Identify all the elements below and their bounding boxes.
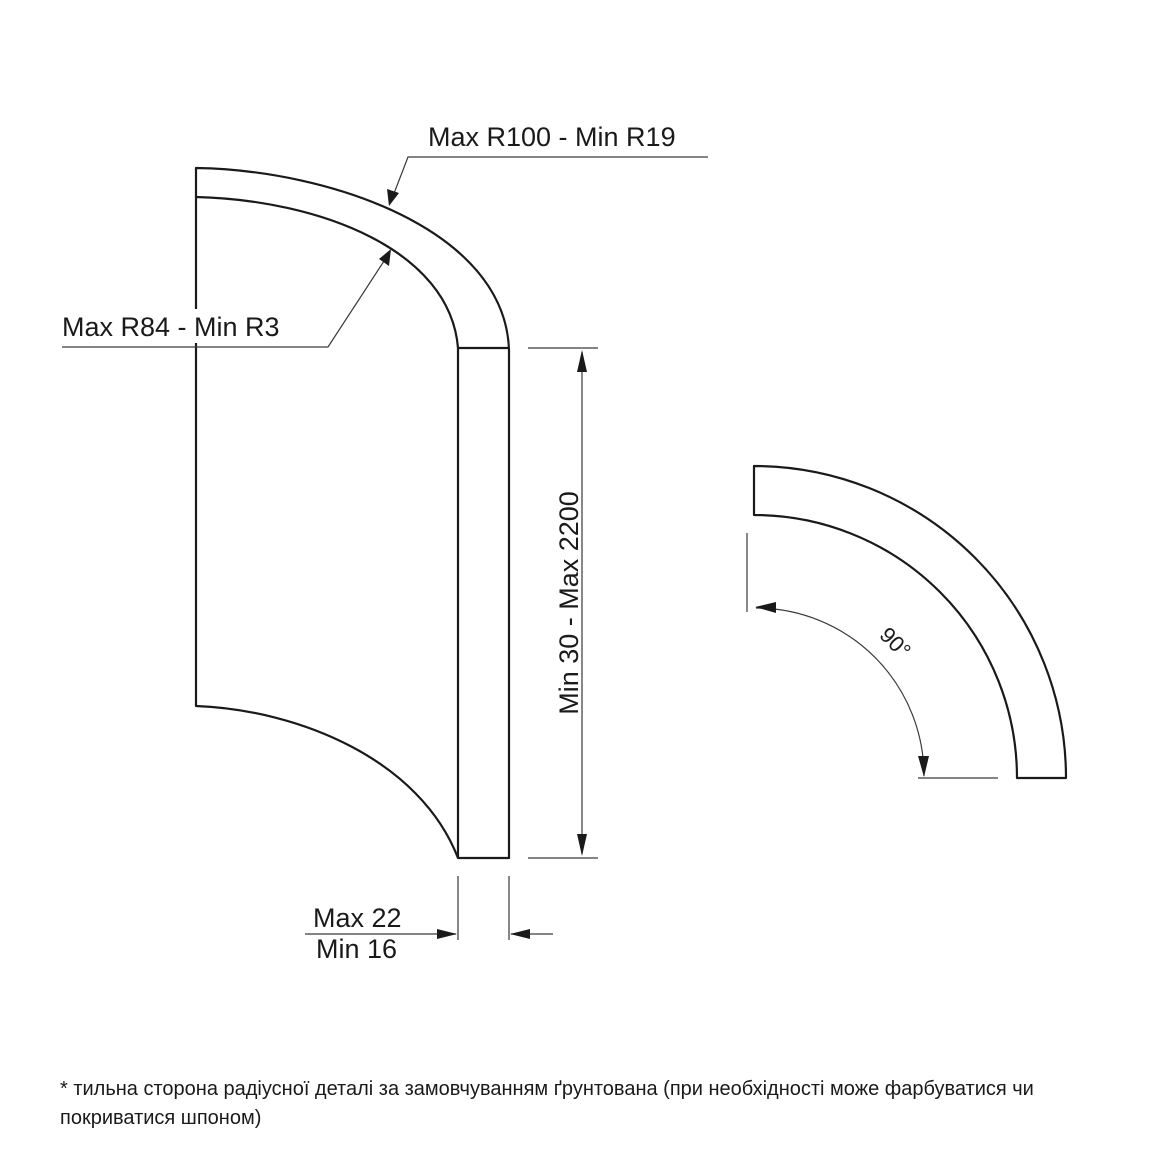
thickness-max-label: Max 22 [313,903,402,933]
outer-radius-arrow [387,189,399,206]
height-dimension [528,348,598,858]
angle-arrow-end [918,756,929,777]
footnote: * тильна сторона радіусної деталі за замовчуванням ґрунтована (при необхідності може фарбуватися чи покриватися шпоном) [60,1078,1034,1129]
outer-radius-label: Max R100 - Min R19 [428,122,676,152]
side-view-part [196,168,509,858]
height-arrow-bottom [577,834,587,856]
angle-label: 90° [874,622,916,664]
height-arrow-top [577,350,587,372]
thickness-arrow-right [510,929,530,939]
angle-dimension [747,533,998,778]
top-view-arc [754,466,1066,778]
outer-radius-dimension [387,122,708,206]
thickness-arrow-left [437,929,457,939]
thickness-min-label: Min 16 [316,934,398,964]
inner-radius-arrow [379,249,391,266]
arc-outline [754,466,1066,778]
height-label: Min 30 - Max 2200 [554,491,584,715]
angle-arrow-start [755,602,776,613]
inner-radius-label: Max R84 - Min R3 [62,312,280,342]
inner-radius-dimension [62,249,391,347]
outer-radius-leader [393,157,708,196]
thickness-dimension [305,876,553,964]
part-outline [196,168,509,858]
